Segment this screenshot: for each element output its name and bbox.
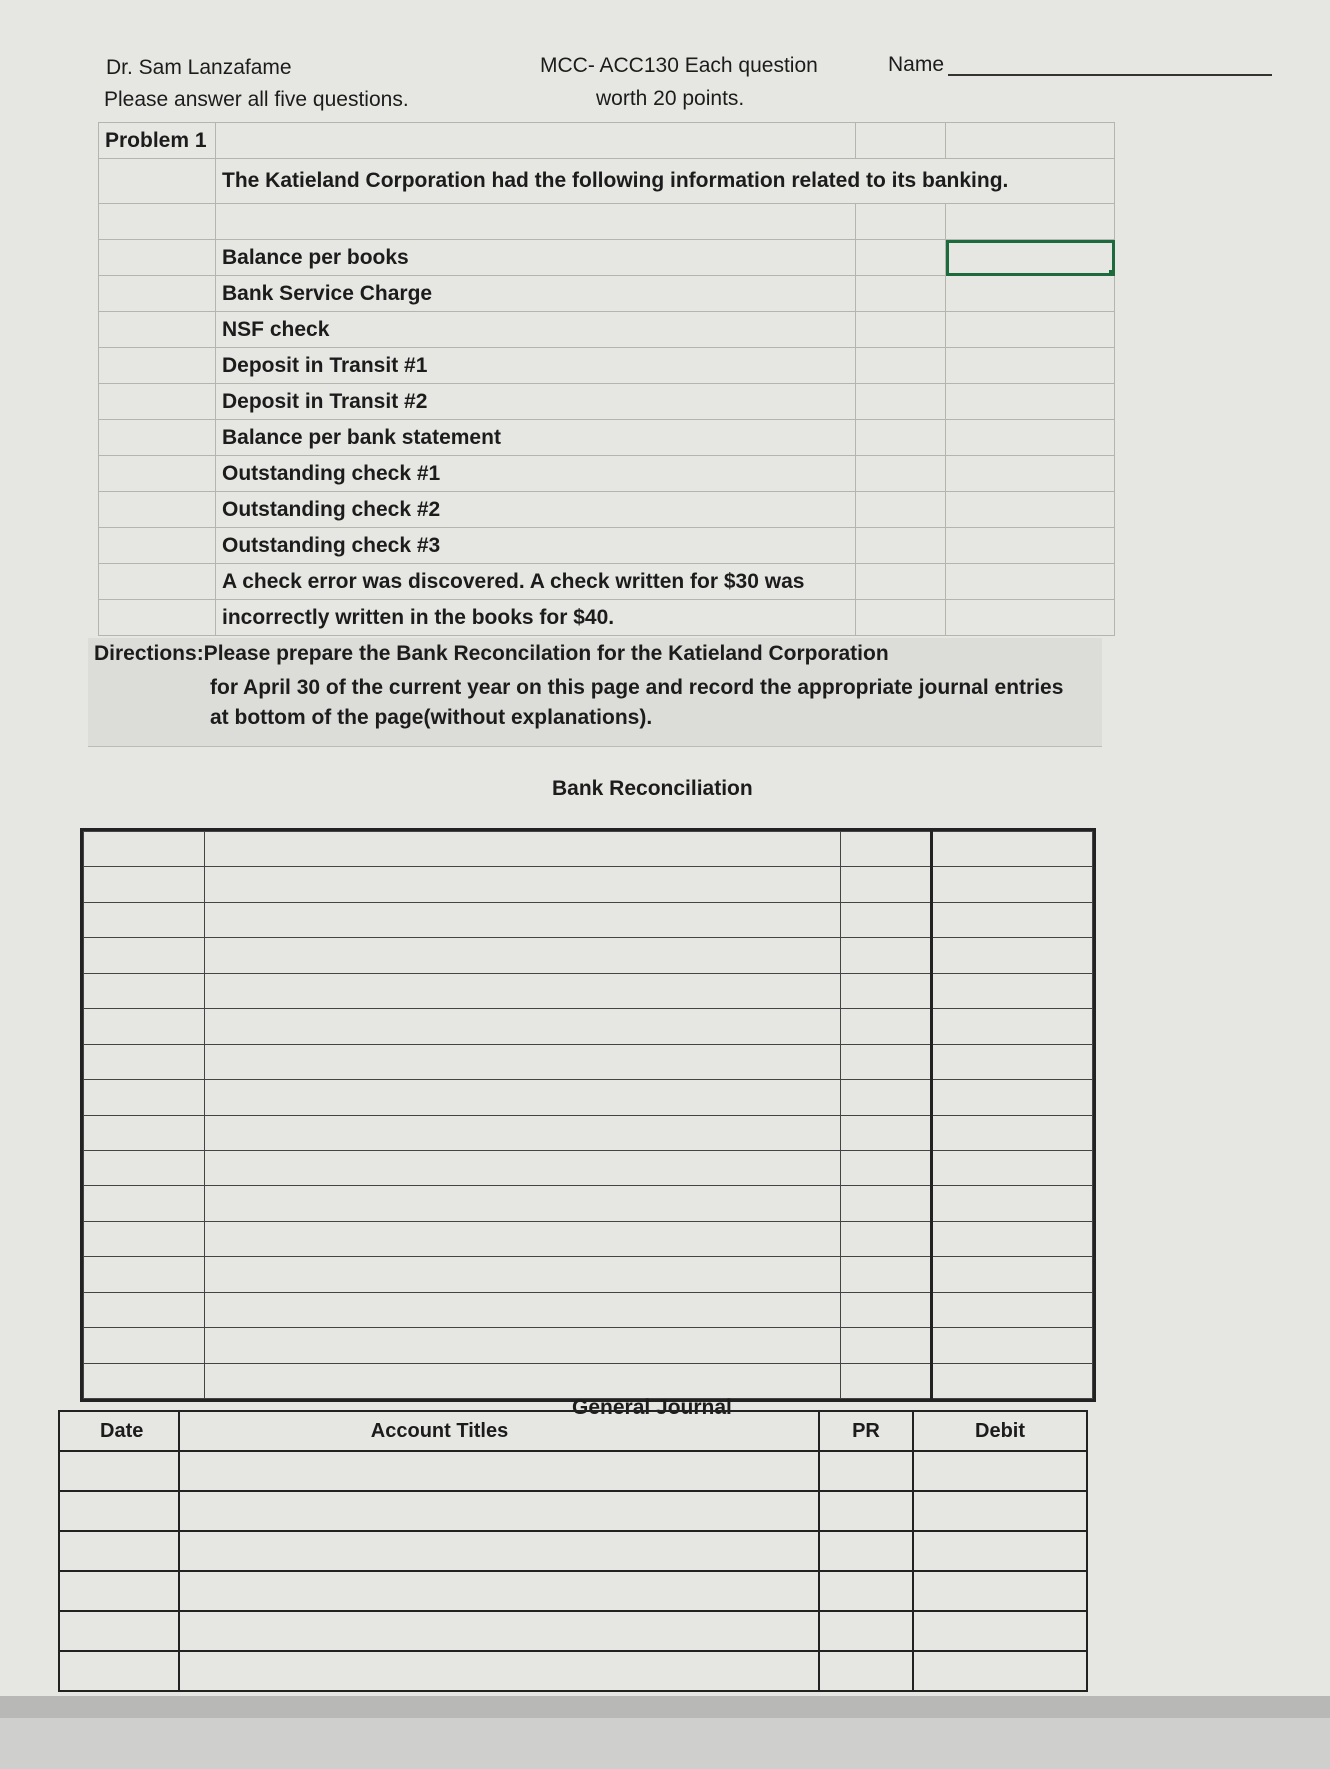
- recon-cell[interactable]: [205, 1186, 841, 1221]
- recon-amount-cell[interactable]: [931, 1115, 1092, 1150]
- grid-cell[interactable]: [946, 564, 1115, 600]
- recon-amount-cell[interactable]: [931, 1186, 1092, 1221]
- recon-cell[interactable]: [840, 1292, 931, 1327]
- recon-amount-cell[interactable]: [931, 1009, 1092, 1044]
- recon-cell[interactable]: [205, 938, 841, 973]
- grid-cell[interactable]: [856, 600, 946, 636]
- grid-cell[interactable]: [856, 456, 946, 492]
- journal-cell[interactable]: [819, 1571, 913, 1611]
- grid-cell[interactable]: [856, 420, 946, 456]
- recon-cell[interactable]: [84, 973, 205, 1008]
- course-line-1: MCC- ACC130 Each question: [540, 54, 818, 77]
- recon-cell[interactable]: [205, 867, 841, 902]
- directions-line-3: at bottom of the page(without explanations).: [210, 706, 653, 729]
- grid-cell[interactable]: [856, 204, 946, 240]
- recon-cell[interactable]: [84, 902, 205, 937]
- recon-cell[interactable]: [84, 1292, 205, 1327]
- grid-cell[interactable]: [856, 528, 946, 564]
- recon-cell[interactable]: [205, 1257, 841, 1292]
- recon-cell[interactable]: [84, 1115, 205, 1150]
- directions-line-2: for April 30 of the current year on this page and record the appropriate journal entries: [210, 676, 1064, 699]
- recon-cell[interactable]: [840, 1363, 931, 1398]
- grid-cell[interactable]: [946, 492, 1115, 528]
- recon-cell[interactable]: [205, 1292, 841, 1327]
- journal-cell[interactable]: [179, 1451, 819, 1491]
- recon-cell[interactable]: [84, 938, 205, 973]
- journal-cell[interactable]: [913, 1651, 1087, 1691]
- recon-amount-cell[interactable]: [931, 832, 1092, 867]
- recon-cell[interactable]: [84, 832, 205, 867]
- grid-cell[interactable]: [99, 600, 216, 636]
- bottom-bar: [0, 1696, 1330, 1769]
- journal-cell[interactable]: [913, 1571, 1087, 1611]
- recon-amount-cell[interactable]: [931, 1221, 1092, 1256]
- instructor-name: Dr. Sam Lanzafame: [106, 56, 292, 79]
- recon-cell[interactable]: [840, 867, 931, 902]
- fill-handle-icon[interactable]: [1109, 270, 1115, 276]
- grid-cell[interactable]: [99, 276, 216, 312]
- grid-cell[interactable]: [99, 384, 216, 420]
- recon-cell[interactable]: [205, 1150, 841, 1185]
- recon-cell[interactable]: [205, 1115, 841, 1150]
- journal-cell[interactable]: [179, 1531, 819, 1571]
- cell-item-outstanding-2[interactable]: Outstanding check #2: [216, 492, 856, 528]
- recon-amount-cell[interactable]: [931, 1328, 1092, 1363]
- grid-cell[interactable]: [946, 384, 1115, 420]
- grid-cell[interactable]: [856, 123, 946, 159]
- recon-cell[interactable]: [84, 1363, 205, 1398]
- recon-amount-cell[interactable]: [931, 1292, 1092, 1327]
- name-label: Name: [888, 53, 945, 76]
- grid-cell[interactable]: [856, 240, 946, 276]
- recon-cell[interactable]: [205, 1221, 841, 1256]
- recon-cell[interactable]: [84, 867, 205, 902]
- grid-cell[interactable]: [99, 528, 216, 564]
- grid-cell[interactable]: [99, 564, 216, 600]
- grid-cell[interactable]: [856, 384, 946, 420]
- grid-cell[interactable]: [216, 204, 856, 240]
- recon-cell[interactable]: [840, 1150, 931, 1185]
- grid-cell[interactable]: [99, 348, 216, 384]
- journal-cell[interactable]: [819, 1651, 913, 1691]
- grid-cell[interactable]: [99, 456, 216, 492]
- grid-cell[interactable]: [99, 420, 216, 456]
- recon-cell[interactable]: [84, 1328, 205, 1363]
- reconciliation-table[interactable]: [80, 828, 1096, 1402]
- recon-amount-cell[interactable]: [931, 1150, 1092, 1185]
- journal-cell[interactable]: [179, 1491, 819, 1531]
- cell-item-balance-per-bank[interactable]: Balance per bank statement: [216, 420, 856, 456]
- directions-block[interactable]: [88, 638, 1102, 746]
- journal-cell[interactable]: [913, 1491, 1087, 1531]
- grid-cell[interactable]: [856, 492, 946, 528]
- grid-cell[interactable]: [856, 276, 946, 312]
- recon-amount-cell[interactable]: [931, 1044, 1092, 1079]
- recon-cell[interactable]: [205, 1009, 841, 1044]
- recon-amount-cell[interactable]: [931, 902, 1092, 937]
- header-pr: PR: [819, 1411, 913, 1451]
- journal-cell[interactable]: [819, 1611, 913, 1651]
- cell-check-error-2[interactable]: incorrectly written in the books for $40.: [216, 600, 856, 636]
- header-debit: Debit: [913, 1411, 1087, 1451]
- recon-cell[interactable]: [84, 1080, 205, 1115]
- cell-item-bank-service-charge[interactable]: Bank Service Charge: [216, 276, 856, 312]
- recon-amount-cell[interactable]: [931, 938, 1092, 973]
- recon-cell[interactable]: [205, 1363, 841, 1398]
- grid-cell[interactable]: [946, 600, 1115, 636]
- general-journal-table[interactable]: [58, 1410, 1088, 1692]
- grid-cell[interactable]: [946, 123, 1115, 159]
- cell-item-outstanding-3[interactable]: Outstanding check #3: [216, 528, 856, 564]
- instruction-text: Please answer all five questions.: [104, 88, 409, 111]
- journal-cell[interactable]: [59, 1491, 179, 1531]
- journal-cell[interactable]: [59, 1451, 179, 1491]
- journal-cell[interactable]: [819, 1451, 913, 1491]
- recon-amount-cell[interactable]: [931, 1257, 1092, 1292]
- journal-cell[interactable]: [179, 1571, 819, 1611]
- grid-cell[interactable]: [946, 348, 1115, 384]
- cell-item-deposit-transit-1[interactable]: Deposit in Transit #1: [216, 348, 856, 384]
- cell-problem-label[interactable]: Problem 1: [99, 123, 216, 159]
- grid-cell[interactable]: [856, 564, 946, 600]
- recon-cell[interactable]: [205, 832, 841, 867]
- course-line-2: worth 20 points.: [596, 87, 745, 110]
- name-underline[interactable]: [948, 74, 1272, 76]
- journal-cell[interactable]: [819, 1531, 913, 1571]
- journal-cell[interactable]: [913, 1531, 1087, 1571]
- grid-cell[interactable]: [99, 492, 216, 528]
- grid-cell[interactable]: [946, 204, 1115, 240]
- cell-item-balance-per-books[interactable]: Balance per books: [216, 240, 856, 276]
- reconciliation-title: Bank Reconciliation: [552, 777, 753, 800]
- grid-cell[interactable]: [856, 312, 946, 348]
- directions-line-1: Directions:Please prepare the Bank Reconcilation for the Katieland Corporation: [94, 642, 889, 665]
- journal-cell[interactable]: [819, 1491, 913, 1531]
- recon-cell[interactable]: [840, 973, 931, 1008]
- recon-amount-cell[interactable]: [931, 1080, 1092, 1115]
- journal-cell[interactable]: [59, 1571, 179, 1611]
- recon-cell[interactable]: [840, 1221, 931, 1256]
- cell-item-outstanding-1[interactable]: Outstanding check #1: [216, 456, 856, 492]
- recon-amount-cell[interactable]: [931, 973, 1092, 1008]
- recon-cell[interactable]: [840, 1257, 931, 1292]
- recon-cell[interactable]: [84, 1257, 205, 1292]
- grid-cell[interactable]: [99, 204, 216, 240]
- grid-cell[interactable]: [946, 528, 1115, 564]
- recon-cell[interactable]: [840, 902, 931, 937]
- grid-cell[interactable]: [856, 348, 946, 384]
- journal-cell[interactable]: [913, 1611, 1087, 1651]
- problem-grid: [98, 122, 1115, 636]
- recon-cell[interactable]: [840, 938, 931, 973]
- recon-cell[interactable]: [84, 1044, 205, 1079]
- recon-cell[interactable]: [205, 1080, 841, 1115]
- recon-cell[interactable]: [84, 1221, 205, 1256]
- cell-item-deposit-transit-2[interactable]: Deposit in Transit #2: [216, 384, 856, 420]
- grid-cell[interactable]: [946, 456, 1115, 492]
- selected-cell[interactable]: [946, 240, 1115, 276]
- cell-check-error-1[interactable]: A check error was discovered. A check written for $30 was: [216, 564, 856, 600]
- cell-problem-intro[interactable]: The Katieland Corporation had the following information related to its banking.: [216, 159, 1115, 204]
- recon-amount-cell[interactable]: [931, 867, 1092, 902]
- general-journal-title: General Journal: [572, 1396, 732, 1419]
- header-account-titles: Account Titles: [179, 1411, 819, 1451]
- recon-cell[interactable]: [84, 1009, 205, 1044]
- header-date: Date: [59, 1411, 179, 1451]
- recon-cell[interactable]: [84, 1150, 205, 1185]
- recon-cell[interactable]: [840, 1044, 931, 1079]
- journal-cell[interactable]: [59, 1531, 179, 1571]
- cell-item-nsf-check[interactable]: NSF check: [216, 312, 856, 348]
- recon-cell[interactable]: [205, 973, 841, 1008]
- sheet-tabs-strip[interactable]: [0, 1718, 1330, 1769]
- grid-cell[interactable]: [946, 312, 1115, 348]
- recon-cell[interactable]: [840, 832, 931, 867]
- recon-cell[interactable]: [205, 902, 841, 937]
- grid-cell[interactable]: [99, 312, 216, 348]
- grid-cell[interactable]: [946, 420, 1115, 456]
- recon-cell[interactable]: [840, 1328, 931, 1363]
- journal-cell[interactable]: [179, 1611, 819, 1651]
- journal-cell[interactable]: [913, 1451, 1087, 1491]
- reconciliation-header[interactable]: [88, 746, 1102, 811]
- grid-cell[interactable]: [946, 276, 1115, 312]
- journal-cell[interactable]: [179, 1651, 819, 1691]
- journal-cell[interactable]: [59, 1651, 179, 1691]
- journal-cell[interactable]: [59, 1611, 179, 1651]
- recon-cell[interactable]: [840, 1080, 931, 1115]
- recon-cell[interactable]: [840, 1009, 931, 1044]
- grid-cell[interactable]: [99, 240, 216, 276]
- recon-cell[interactable]: [840, 1186, 931, 1221]
- recon-cell[interactable]: [205, 1328, 841, 1363]
- recon-cell[interactable]: [840, 1115, 931, 1150]
- recon-cell[interactable]: [84, 1186, 205, 1221]
- recon-amount-cell[interactable]: [931, 1363, 1092, 1398]
- grid-cell[interactable]: [99, 159, 216, 204]
- recon-cell[interactable]: [205, 1044, 841, 1079]
- grid-cell[interactable]: [216, 123, 856, 159]
